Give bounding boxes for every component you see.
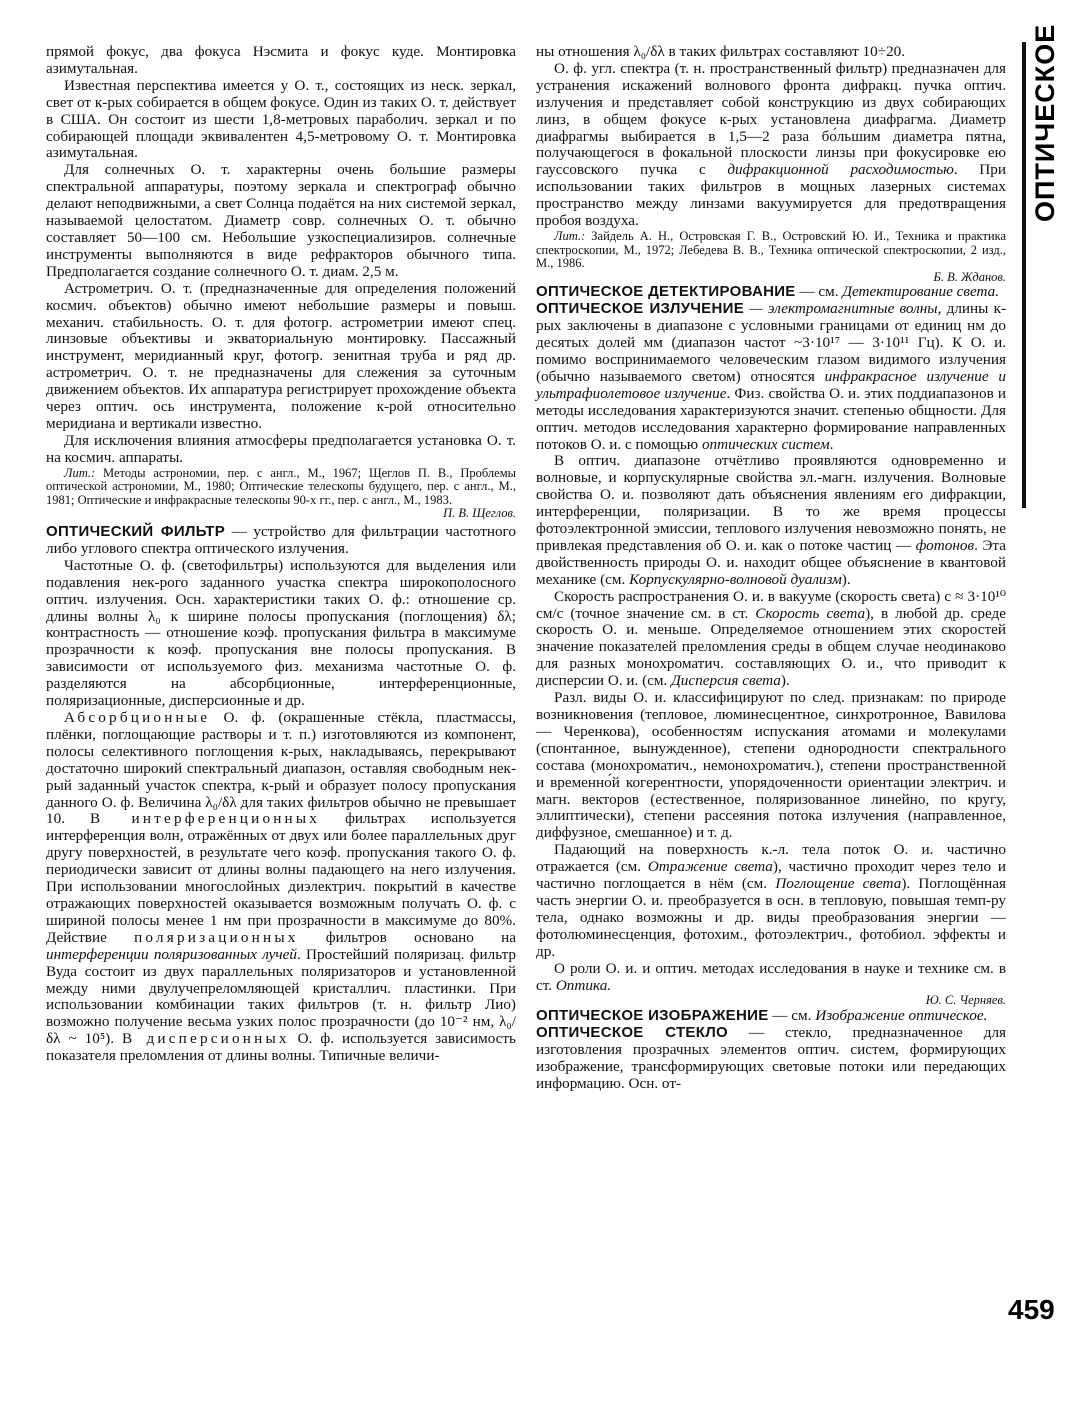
cross-ref: интерференции поляризованных лучей <box>46 945 297 963</box>
headword: ОПТИЧЕСКОЕ ИЗОБРАЖЕНИЕ <box>536 1007 769 1024</box>
spaced-term: В интерференционных <box>89 810 321 828</box>
cross-ref: Детектирование света. <box>842 283 1000 301</box>
headword: ОПТИЧЕСКОЕ ИЗЛУЧЕНИЕ <box>536 300 744 318</box>
cross-ref: дифракционной расходимостью <box>727 161 954 179</box>
text: О роли О. и. и оптич. методах исследования в науке и технике см. в ст. <box>536 959 1006 994</box>
text: . При использовании таких фильтров в мощных лазерных системах пространство между линзами вакуумируется для предотвращения пробоя воздуха. <box>536 161 1006 230</box>
text: — см. <box>768 1007 816 1024</box>
headword: ОПТИЧЕСКОЕ ДЕТЕКТИРОВАНИЕ <box>536 283 796 301</box>
text: В оптич. диапазоне отчётливо проявляются одновременно и волновые, и корпускулярные свойства эл.-магн. излучения. Волновые свойства О. и. позволяют дать объяснения явлениям его дифракции, интерференции, поляризации. В то же время процессы фотоэлектронной эмиссии, теплового излучения невозможно понять, не привлекая представления об О. и. как о потоке частиц — <box>536 452 1006 554</box>
author-signature: Ю. С. Черняев. <box>925 993 1006 1008</box>
cross-ref: Оптика. <box>555 976 612 994</box>
text: . Эта двойственность природы О. и. находит общее объяснение в квантовой механике (см. <box>536 536 1006 588</box>
running-head: ОПТИЧЕСКОЕ <box>1030 23 1060 222</box>
paragraph: Частотные О. ф. (светофильтры) используются для выделения или подавления нек-рого заданного участка спектра широкополосного оптич. излучения. Осн. характеристики таких О. ф.: отношение ср. длины волны λ₀ к ширине полосы пропускания (поглощения) δλ; контрастность — отношение коэф. пропускания фильтра в максимуме прозрачности к коэф. пропускания вне полосы пропускания. В зависимости от используемого физ. механизма частотные О. ф. разделяются на абсорбционные, интерференционные, поляризационные, дисперсионные и др. <box>46 556 516 710</box>
paragraph: Для солнечных О. т. характерны очень большие размеры спектральной аппаратуры, поэтому зеркала и спектрограф обычно делают неподвижными, а свет Солнца подаётся на них системой зеркал, называемой целостатом. Диаметр совр. солнечных О. т. обычно составляет 50—100 см. Небольшие узкоспециализиров. солнечные инструменты выполняются в виде рефракторов обычного типа. Предполагается создание солнечного О. т. диам. 2,5 м. <box>46 161 516 280</box>
text: — стекло, предназначенное для изготовления прозрачных элементов оптич. систем, формирующих изображение, трансформирующих световые потоки или передающих информацию. Осн. от- <box>536 1023 1007 1092</box>
literature-note <box>536 230 1006 271</box>
text: Падающий на поверхность к.-л. тела поток О. и. частично отражается (см. <box>536 841 1006 876</box>
spaced-term: поляризационных <box>134 928 299 946</box>
cross-ref: инфракрасное излучение и ультрафиолетовое излучение <box>536 367 1006 402</box>
paragraph: Скорость распространения О. и. в вакууме (скорость света) c ≈ 3·10¹⁰ см/с (точное значение см. в ст. Скорость света), в любой др. среде скорость О. и. меньше. Определяемое отношением этих скоростей значение показателей преломления среды в общем случае неодинаково для разных монохроматич. составляющих О. и., что приводит к дисперсии О. и. (см. Дисперсия света). <box>536 587 1006 690</box>
cross-ref: Отражение света <box>647 858 773 876</box>
text: О. ф. используется зависимость показателя преломления от длины волны. Типичные величи- <box>46 1030 516 1065</box>
definition-italic: — электромагнитные волны <box>744 300 938 318</box>
paragraph: прямой фокус, два фокуса Нэсмита и фокус куде. Монтировка азимутальная. <box>46 43 516 77</box>
paragraph <box>46 710 516 1065</box>
cross-ref: Поглощение света <box>775 875 902 893</box>
spaced-term: Абсорбционные <box>64 709 211 726</box>
cross-ref: Корпускулярно-волновой дуализм <box>629 570 842 588</box>
paragraph: Разл. виды О. и. классифицируют по след. признакам: по природе возникновения (тепловое, люминесцентное, синхротронное, Вавилова — Черенкова), особенностям испускания атомами и молекулами (спонтанное, вынужденное), степени однородности спектрального состава (монохроматич., немонохроматич.), степени пространственной и временно́й когерентности, упорядоченности ориентации электрич. и магн. векторов (естественное, поляризованное линейно, по кругу, эллиптически), степени рассеяния потока излучения (направленное, диффузное, смешанное) и т. д. <box>536 689 1006 842</box>
text: . Физ. свойства О. и. этих поддиапазонов и методы исследования характеризуются значит. степенью общности. Для оптич. методов исследования характерно формирование направленных потоков О. и. с помощью <box>536 384 1006 453</box>
headword: ОПТИЧЕСКИЙ ФИЛЬТР <box>46 523 226 541</box>
paragraph: В оптич. диапазоне отчётливо проявляются одновременно и волновые, и корпускулярные свойства эл.-магн. излучения. Волновые свойства О. и. позволяют дать объяснения явлениям его дифракции, интерференции, поляризации. В то же время процессы фотоэлектронной эмиссии, теплового излучения невозможно понять, не привлекая представления об О. и. как о потоке частиц — фотонов. Эта двойственность природы О. и. находит общее объяснение в квантовой механике (см. Корпускулярно-волновой дуализм). <box>536 452 1006 588</box>
entry-radiation: ОПТИЧЕСКОЕ ИЗЛУЧЕНИЕ — электромагнитные волны, длины к-рых заключены в диапазоне с условными границами от единиц нм до десятых долей мм (диапазон частот ~3·10¹⁷ — 3·10¹¹ Гц). К О. и. помимо воспринимаемого человеческим глазом видимого излучения (обычно называемого светом) относятся инфракрасное излучение и ультрафиолетовое излучение. Физ. свойства О. и. этих поддиапазонов и методы исследования характеризуются значит. степенью общности. Для оптич. методов исследования характерно формирование направленных потоков О. и. с помощью оптических систем. <box>536 300 1007 453</box>
paragraph <box>536 61 1006 230</box>
lit-label: Лит.: <box>554 228 586 243</box>
text: фильтрах используется интерференция волн, отражённых от двух или более параллельных друг другу поверхностей, в результате чего коэф. пропускания такого О. ф. периодически зависит от длины волны падающего на него излучения. При использовании многослойных диэлектрич. покрытий в качестве отражающих поверхностей оказывается возможным получать О. ф. с шириной полосы менее 1 нм при прозрачности в максимуме до 80%. Действие <box>46 810 516 946</box>
author-signature: П. В. Щеглов. <box>443 506 516 521</box>
cross-ref: Изображение оптическое. <box>815 1007 988 1024</box>
spaced-term: В дисперсионных <box>121 1030 290 1048</box>
paragraph <box>536 961 1006 995</box>
paragraph: ны отношения λ₀/δλ в таких фильтрах составляют 10÷20. <box>536 43 906 60</box>
text: фильтров основано на <box>298 928 516 946</box>
text: . Простейший поляризац. фильтр Вуда состоит из двух параллельных поляризаторов и установленной между ними двулучепреломляющей кристаллич. пластинки. При использовании комбинации таких фильтров (т. н. фильтр Лио) возможно получение весьма узких полос прозрачности (до 10⁻² нм, λ₀/δλ ~ 10⁵). <box>46 945 517 1048</box>
text: — см. <box>795 283 843 301</box>
text: ), частично проходит через тело и частично поглощается в нём (см. <box>536 858 1006 893</box>
paragraph: Известная перспектива имеется у О. т., состоящих из неск. зеркал, свет от к-рых собирается в общем фокусе. Один из таких О. т. действует в США. Он состоит из шести 1,8-метровых параболич. зеркал и по собирающей площади эквивалентен 4,5-метровому О. т. Монтировка азимутальная. <box>46 76 516 162</box>
text: , длины к-рых заключены в диапазоне с условными границами от единиц нм до десятых долей мм (диапазон частот ~3·10¹⁷ — 3·10¹¹ Гц). К О. и. помимо воспринимаемого человеческим глазом видимого излучения (обычно называемого светом) относятся <box>536 300 1007 385</box>
lit-label: Лит.: <box>64 465 96 480</box>
text: ). Поглощённая часть энергии О. и. преобразуется в осн. в тепловую, повышая темп-ру тела, однако возможны и др. виды преобразования энергии — фотолюминесценция, фотохим., фотоэлектрич., фотобиол. эффекты и др. <box>536 875 1007 960</box>
cross-ref: оптических систем <box>701 435 830 453</box>
section-rule <box>1022 42 1026 508</box>
cross-ref: Дисперсия света <box>671 672 781 690</box>
entry-filter <box>46 524 516 558</box>
entry-glass <box>536 1025 1006 1093</box>
cross-ref: Скорость света <box>755 604 866 622</box>
paragraph: Для исключения влияния атмосферы предполагается установка О. т. на космич. аппараты. <box>46 431 516 466</box>
text: О. ф. (окрашенные стёкла, пластмассы, плёнки, поглощающие растворы и т. п.) изготовляются из компонент, полосы селективного поглощения к-рых, накладываясь, перекрывают достаточно широкий спектральный диапазон, оставляя свободным нек-рый заданный участок спектра, к-рый и образует полосу пропускания данного О. ф. Величина λ₀/δλ для таких фильтров обычно не превышает 10. <box>46 709 516 828</box>
literature-note <box>46 467 516 508</box>
author-signature: Б. В. Жданов. <box>933 269 1006 284</box>
paragraph: Астрометрич. О. т. (предназначенные для определения положений космич. объектов) обычно имеют небольшие размеры и повыш. механич. стабильность. О. т. для фотогр. астрометрии имеют спец. линзовые объективы и экваториальную монтировку. Пассажный инструмент, меридианный круг, фотогр. зенитная труба и ряд др. астрометрич. О. т. не предназначены для слежения за суточным движением объектов. Их аппаратура регистрирует прохождение объекта через оптич. ось инструмента, положение к-рой относительно меридиана и вертикали известно. <box>46 279 516 432</box>
definition: — устройство для фильтрации частотного либо углового спектра оптического излучения. <box>46 523 517 557</box>
text: Скорость распространения О. и. в вакууме (скорость света) c ≈ 3·10¹⁰ см/с (точное значение см. в ст. <box>536 587 1006 622</box>
headword: ОПТИЧЕСКОЕ СТЕКЛО <box>536 1023 728 1041</box>
text: О. ф. угл. спектра (т. н. пространственный фильтр) предназначен для устранения искажений волнового фронта дифракц. пучка оптич. излучения и представляет собой конструкцию из двух собирающих линз, в общем фокусе к-рых установлена диафрагма. Диаметр диафрагмы выбирается в 1,5—2 раза бо́льшим диаметра пятна, получающегося в фокальной плоскости линзы при фокусировке ею гауссовского пучка с <box>536 59 1006 179</box>
right-column <box>536 44 1006 1093</box>
lit-text: Методы астрономии, пер. с англ., М., 1967; Щеглов П. В., Проблемы оптической астрономии, М., 1980; Оптические телескопы будущего, пер. с англ., М., 1981; Оптические и инфракрасные телескопы 90-х гг., пер. с англ., М., 1983. <box>46 465 517 507</box>
page-number: 459 <box>1008 1294 1055 1325</box>
paragraph <box>536 842 1006 960</box>
left-column <box>46 44 516 1065</box>
entry-detection <box>536 284 1006 301</box>
cross-ref: фотонов <box>915 536 975 554</box>
lit-text: Зайдель А. Н., Островская Г. В., Островский Ю. И., Техника и практика спектроскопии, М., 1972; Лебедева В. В., Техника оптической спектроскопии, 2 изд., М., 1986. <box>536 228 1006 271</box>
text: ), в любой др. среде скорость О. и. меньше. Определяемое отношением этих скоростей значение показателей преломления среды в общем случае неодинаково для разных монохроматич. составляющих О. и., что приводит к дисперсии О. и. (см. <box>536 604 1006 690</box>
entry-image <box>536 1008 1006 1025</box>
